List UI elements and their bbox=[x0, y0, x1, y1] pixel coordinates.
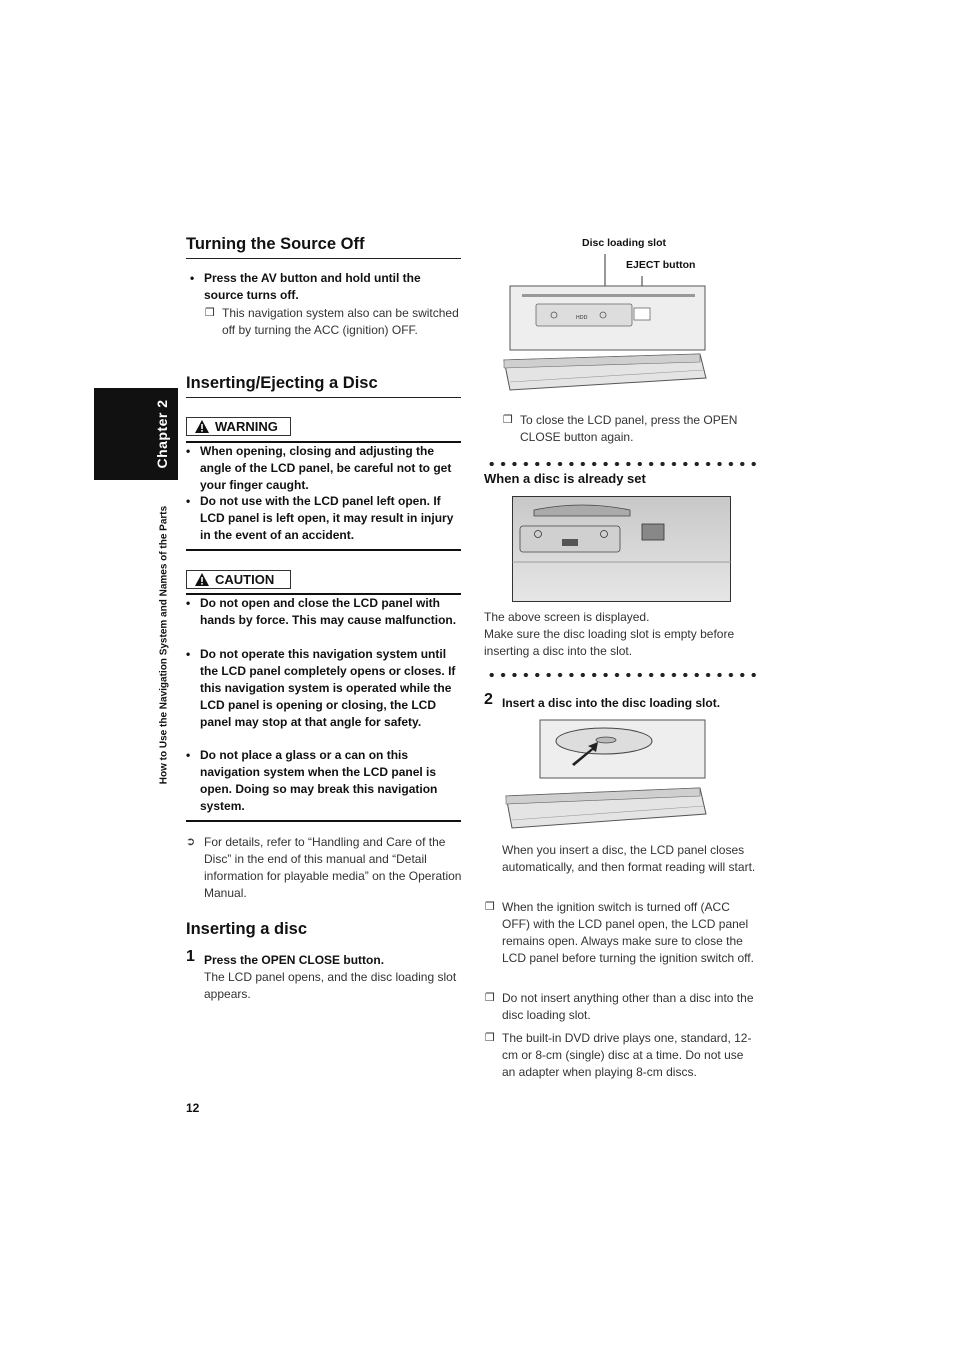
warning-label: WARNING bbox=[186, 417, 291, 436]
list-item: • Press the AV button and hold until the source turns off. bbox=[190, 271, 421, 302]
page-number: 12 bbox=[186, 1101, 200, 1115]
unit-open-illustration bbox=[500, 250, 710, 400]
arrow-right-icon: ➲ bbox=[186, 836, 196, 848]
already-set-body-1: The above screen is displayed. bbox=[484, 610, 650, 624]
hdd-label: HDD bbox=[576, 315, 588, 321]
reference-note: ➲ For details, refer to “Handling and Care of the Disc” in the end of this manual and “Detail information for playable media” on the Operation Manual. bbox=[186, 835, 462, 900]
already-set-body-2: Make sure the disc loading slot is empty before inserting a disc into the slot. bbox=[484, 627, 735, 658]
note-item: ❒ When the ignition switch is turned off (ACC OFF) with the LCD panel open, the LCD panel remains open. Always make sure to close the LCD panel before turning the ignition switch off. bbox=[485, 900, 754, 965]
list-item: • Do not operate this navigation system until the LCD panel completely opens or closes. If this navigation system is operated while the LCD panel is opening or closing, the LCD panel may stop at that angle for safety. bbox=[186, 647, 456, 729]
note-icon: ❒ bbox=[503, 414, 513, 426]
list-item: • Do not use with the LCD panel left open. If LCD panel is left open, it may result in injury in the event of an accident. bbox=[186, 494, 454, 542]
step-body: When you insert a disc, the LCD panel closes automatically, and then format reading will start. bbox=[502, 843, 756, 874]
disc-set-screen-illustration bbox=[512, 496, 731, 602]
note-icon: ❒ bbox=[205, 307, 215, 319]
note-icon: ❒ bbox=[485, 1032, 495, 1044]
section-side-title: How to Use the Navigation System and Names of the Parts bbox=[158, 505, 170, 785]
callout-disc-slot: Disc loading slot bbox=[582, 237, 667, 249]
heading-inserting-ejecting: Inserting/Ejecting a Disc bbox=[186, 374, 378, 392]
step-title: Insert a disc into the disc loading slot. bbox=[502, 696, 721, 710]
step-title: Press the OPEN CLOSE button. bbox=[204, 953, 385, 967]
dotted-separator bbox=[486, 671, 760, 679]
warning-triangle-icon bbox=[195, 420, 209, 433]
caution-label: CAUTION bbox=[186, 570, 291, 589]
note-item: ❒ The built-in DVD drive plays one, standard, 12-cm or 8-cm (single) disc at a time. Do not use an adapter when playing 8-cm discs. bbox=[485, 1031, 752, 1079]
caution-triangle-icon bbox=[195, 573, 209, 586]
heading-rule bbox=[186, 397, 461, 398]
list-item: • Do not open and close the LCD panel with hands by force. This may cause malfunction. bbox=[186, 596, 457, 627]
caution-rule-bottom bbox=[186, 820, 461, 822]
chapter-label: Chapter 2 bbox=[154, 399, 170, 469]
note-item: ❒ To close the LCD panel, press the OPEN CLOSE button again. bbox=[503, 413, 738, 444]
subheading-already-set: When a disc is already set bbox=[484, 471, 646, 486]
note-icon: ❒ bbox=[485, 901, 495, 913]
note-item: ❒ Do not insert anything other than a disc into the disc loading slot. bbox=[485, 991, 754, 1022]
dotted-separator bbox=[486, 460, 760, 468]
insert-disc-illustration bbox=[500, 716, 710, 836]
warning-rule-bottom bbox=[186, 549, 461, 551]
step-number: 2 bbox=[484, 691, 493, 708]
note-icon: ❒ bbox=[485, 992, 495, 1004]
callout-eject: EJECT button bbox=[626, 259, 696, 271]
list-item: • When opening, closing and adjusting the angle of the LCD panel, be careful not to get your finger caught. bbox=[186, 444, 452, 492]
step-number: 1 bbox=[186, 948, 195, 965]
note-item: ❒ This navigation system also can be switched off by turning the ACC (ignition) OFF. bbox=[205, 306, 459, 337]
step-body: The LCD panel opens, and the disc loading slot appears. bbox=[204, 970, 457, 1001]
list-item: • Do not place a glass or a can on this navigation system when the LCD panel is open. Doing so may break this navigation system. bbox=[186, 748, 438, 813]
heading-rule bbox=[186, 258, 461, 259]
heading-inserting-disc: Inserting a disc bbox=[186, 920, 308, 938]
heading-turning-off: Turning the Source Off bbox=[186, 235, 365, 253]
